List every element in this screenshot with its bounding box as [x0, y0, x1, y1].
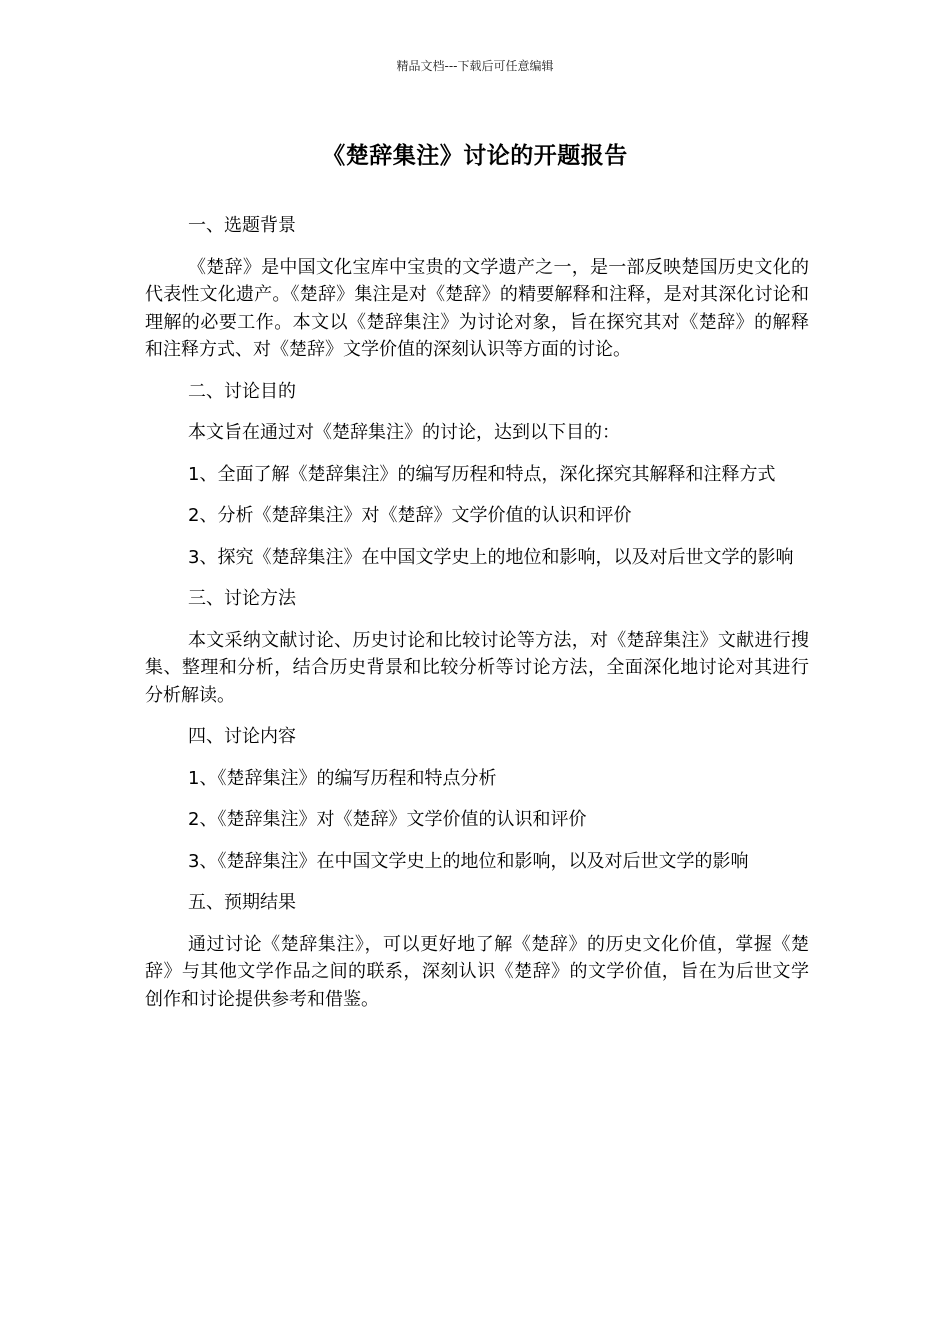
content-item-2: 2、《楚辞集注》对《楚辞》文学价值的认识和评价: [188, 809, 587, 830]
document-body: [145, 212, 809, 1027]
purpose-item-1: 1、全面了解《楚辞集注》的编写历程和特点，深化探究其解释和注释方式: [188, 463, 776, 485]
paragraph-results: 通过讨论《楚辞集注》，可以更好地了解《楚辞》的历史文化价值，掌握《楚辞》与其他文学作品之间的联系，深刻认识《楚辞》的文学价值，旨在为后世文学创作和讨论提供参考和借鉴。: [145, 933, 809, 1010]
section-heading-results: 五、预期结果: [188, 892, 296, 913]
section-heading-method: 三、讨论方法: [188, 588, 296, 609]
section-heading-content: 四、讨论内容: [188, 726, 296, 747]
content-item-3: 3、《楚辞集注》在中国文学史上的地位和影响，以及对后世文学的影响: [188, 850, 749, 872]
paragraph-method: 本文采纳文献讨论、历史讨论和比较讨论等方法，对《楚辞集注》文献进行搜集、整理和分析，结合历史背景和比较分析等讨论方法，全面深化地讨论对其进行分析解读。: [145, 629, 809, 706]
page-header: 精品文档---下载后可任意编辑: [396, 59, 554, 73]
paragraph-purpose-intro: 本文旨在通过对《楚辞集注》的讨论，达到以下目的：: [188, 422, 620, 443]
content-item-1: 1、《楚辞集注》的编写历程和特点分析: [188, 767, 497, 789]
paragraph-background: 《楚辞》是中国文化宝库中宝贵的文学遗产之一，是一部反映楚国历史文化的代表性文化遗产。《楚辞》集注是对《楚辞》的精要解释和注释，是对其深化讨论和理解的必要工作。本文以《楚辞集注》为讨论对象，旨在探究其对《楚辞》的解释和注释方式、对《楚辞》文学价值的深刻认识等方面的讨论。: [145, 256, 809, 360]
document-title: 《楚辞集注》讨论的开题报告: [322, 143, 628, 169]
section-heading-purpose: 二、讨论目的: [188, 380, 296, 402]
section-heading-background: 一、选题背景: [188, 215, 296, 236]
purpose-item-3: 3、探究《楚辞集注》在中国文学史上的地位和影响，以及对后世文学的影响: [188, 546, 794, 568]
purpose-item-2: 2、分析《楚辞集注》对《楚辞》文学价值的认识和评价: [188, 505, 632, 526]
